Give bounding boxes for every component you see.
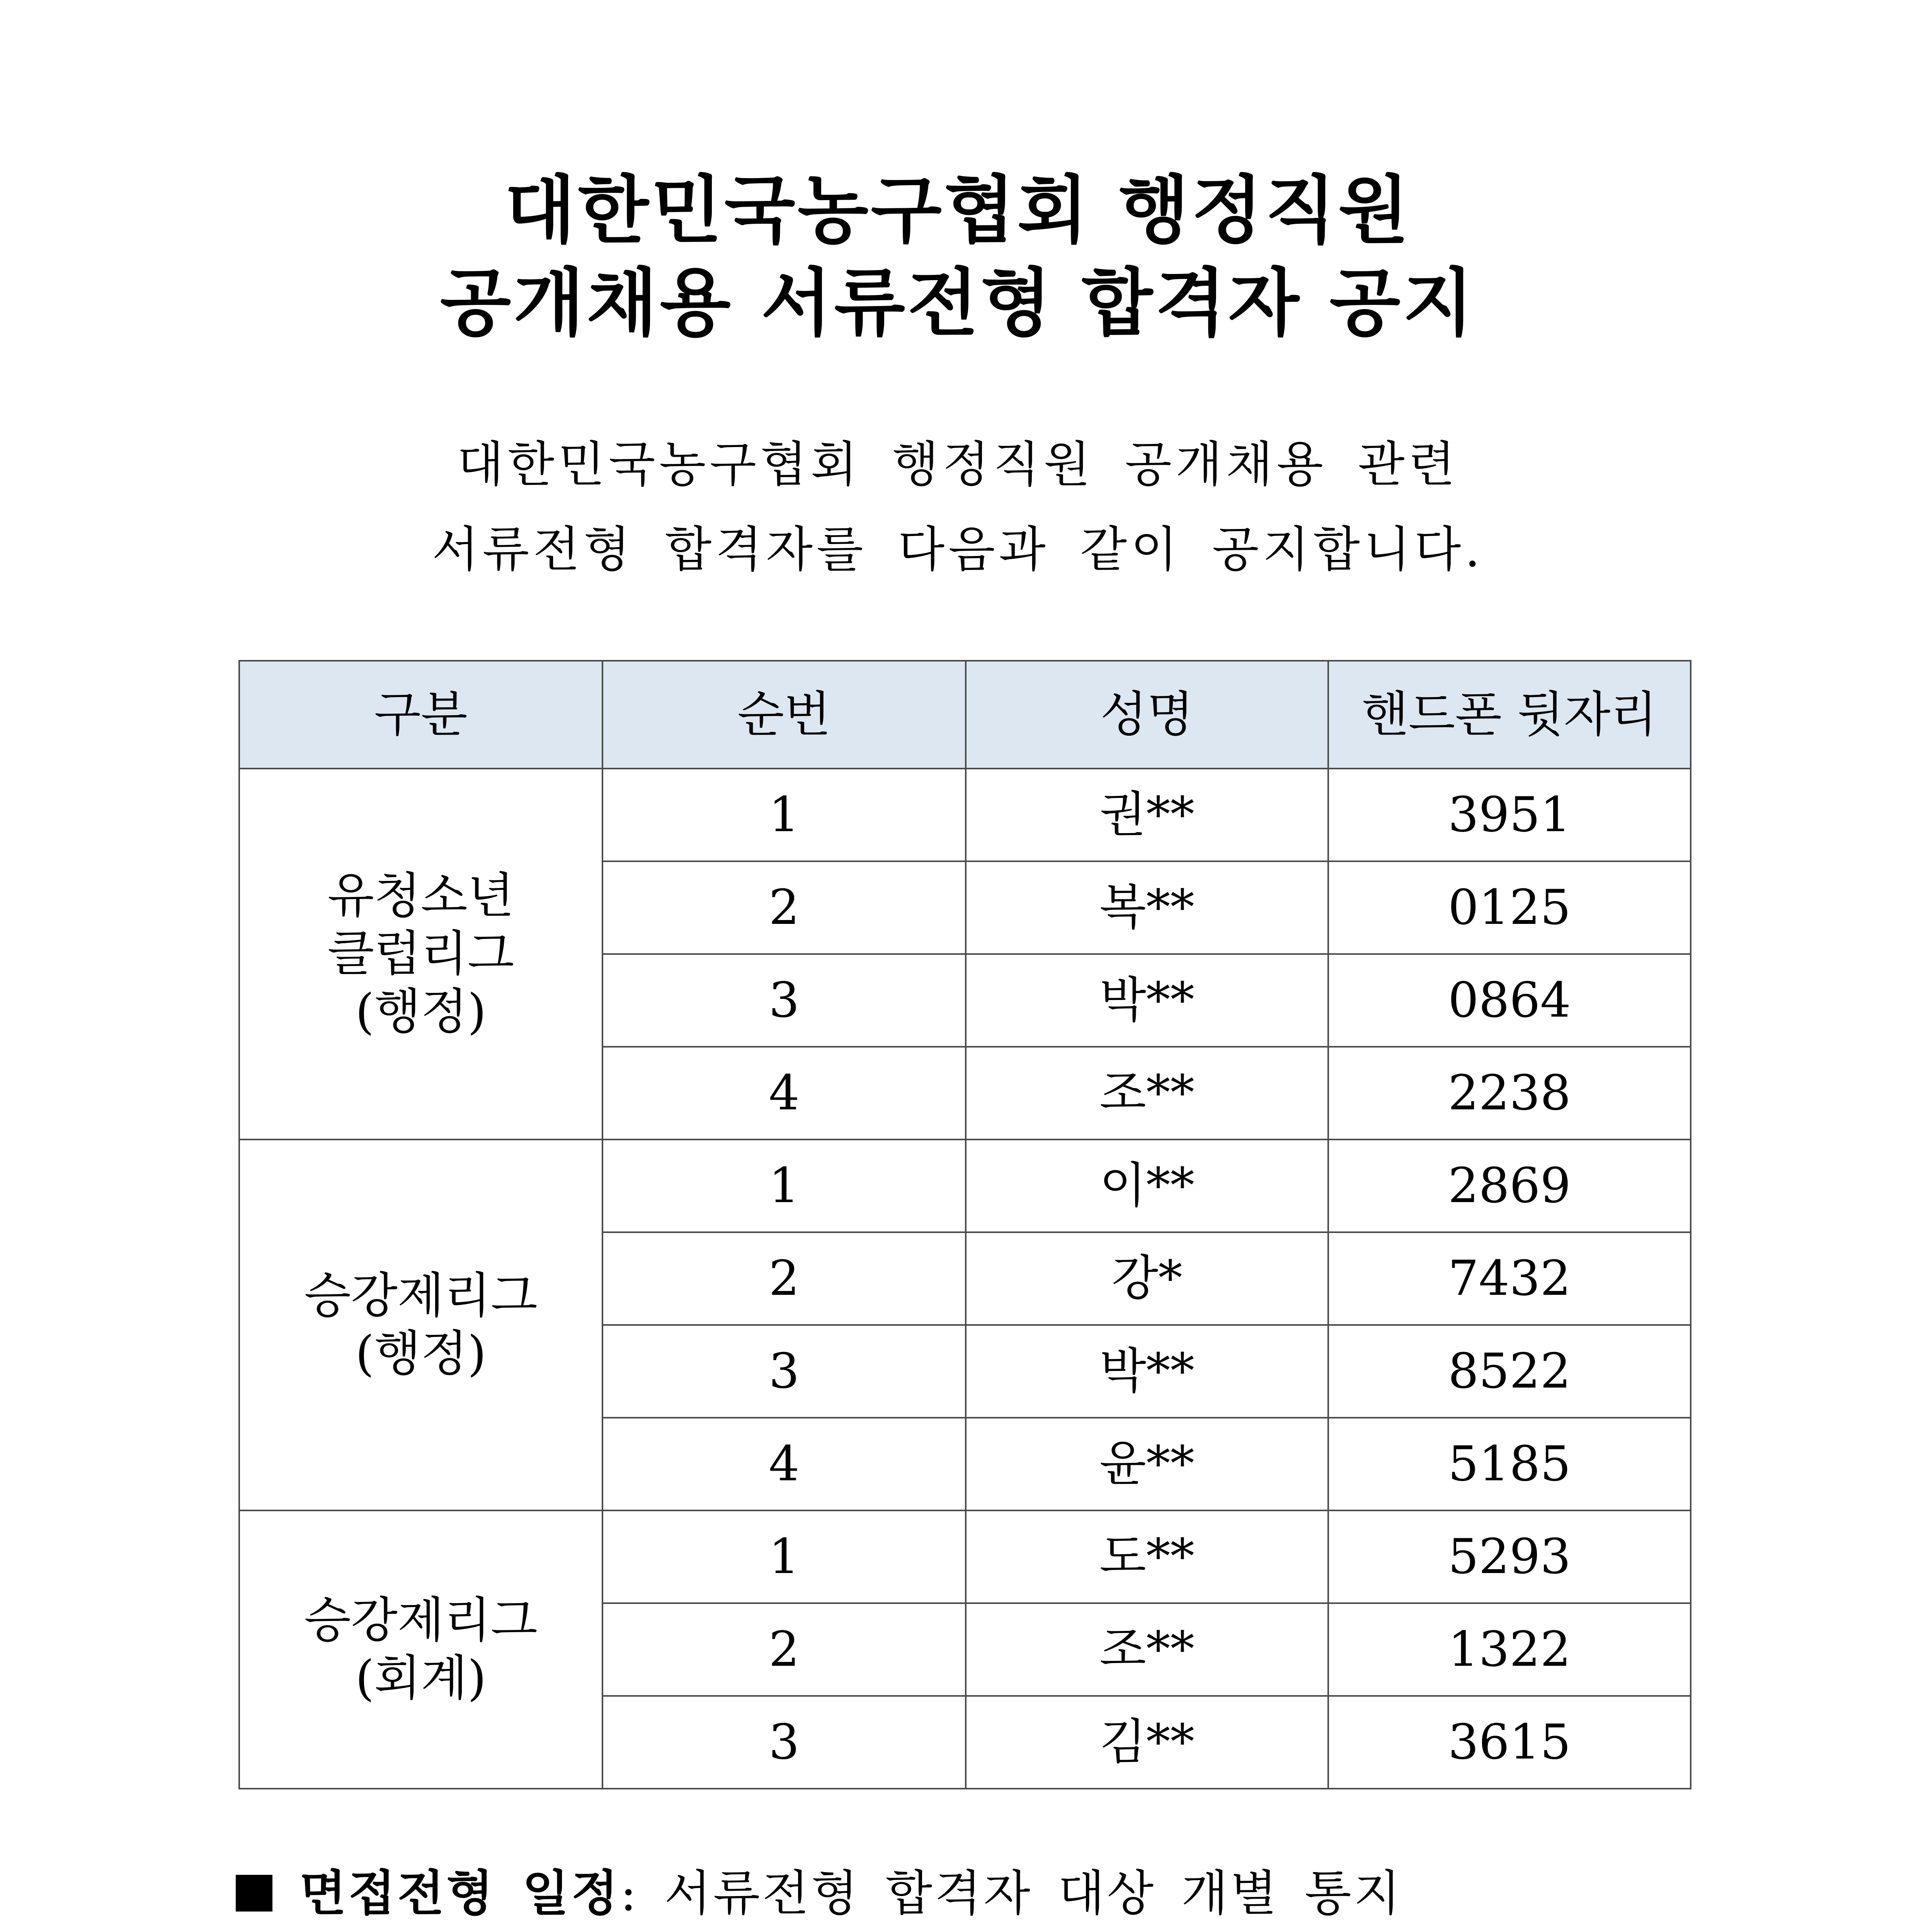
row-name: 이** [966,1139,1328,1232]
results-table [238,660,1691,1789]
row-phone: 0125 [1328,861,1691,954]
row-name: 복** [966,861,1328,954]
row-number: 4 [602,1047,966,1139]
header-phone: 핸드폰 뒷자리 [1328,661,1691,769]
row-name: 김** [966,1696,1328,1789]
row-number: 3 [602,1325,966,1418]
header-name: 성명 [966,661,1328,769]
row-name: 박** [966,954,1328,1047]
row-name: 조** [966,1603,1328,1696]
row-phone: 2238 [1328,1047,1691,1139]
group-label-line: (행정) [355,984,487,1040]
row-name: 권** [966,769,1328,861]
row-number: 3 [602,1696,966,1789]
note-text: : 서류전형 합격자 대상 개별 통지 [620,1866,1403,1922]
row-phone: 2869 [1328,1139,1691,1232]
row-phone: 0864 [1328,954,1691,1047]
group-label-cell [239,1510,602,1789]
row-name: 강* [966,1232,1328,1325]
group-label-cell [239,769,602,1139]
row-phone: 5185 [1328,1418,1691,1510]
row-phone: 1322 [1328,1603,1691,1696]
row-number: 2 [602,861,966,954]
header-category: 구분 [239,661,602,769]
bullet-square-icon [236,1875,272,1912]
group-label-line: (행정) [355,1326,487,1382]
group-label-line: 승강제리그 [304,1592,538,1648]
row-number: 3 [602,954,966,1047]
interview-note [236,1866,1403,1922]
row-phone: 8522 [1328,1325,1691,1418]
group-label-line: 클럽리그 [327,926,514,982]
row-phone: 5293 [1328,1510,1691,1603]
row-phone: 7432 [1328,1232,1691,1325]
row-number: 2 [602,1232,966,1325]
intro-line-2: 서류전형 합격자를 다음과 같이 공지합니다. [432,522,1484,578]
row-name: 조** [966,1047,1328,1139]
row-name: 도** [966,1510,1328,1603]
note-label: 면접전형 일정 [299,1866,621,1922]
row-name: 윤** [966,1418,1328,1510]
row-phone: 3615 [1328,1696,1691,1789]
title-line-1: 대한민국농구협회 행정직원 [504,168,1412,253]
header-row [239,661,1691,769]
row-number: 1 [602,1510,966,1603]
intro-line-1: 대한민국농구협회 행정직원 공개채용 관련 [457,437,1459,493]
row-number: 1 [602,769,966,861]
group-label-cell [239,1139,602,1510]
header-number: 순번 [602,661,966,769]
row-number: 4 [602,1418,966,1510]
title-line-2: 공개채용 서류전형 합격자 공지 [440,260,1476,346]
group-label-line: 유청소년 [327,868,514,924]
row-name: 박** [966,1325,1328,1418]
group-label-line: 승강제리그 [304,1268,538,1324]
row-phone: 3951 [1328,769,1691,861]
table-row [239,1510,1691,1603]
row-number: 1 [602,1139,966,1232]
table-row [239,1139,1691,1232]
group-label-line: (회계) [355,1650,487,1706]
table-row [239,769,1691,861]
row-number: 2 [602,1603,966,1696]
